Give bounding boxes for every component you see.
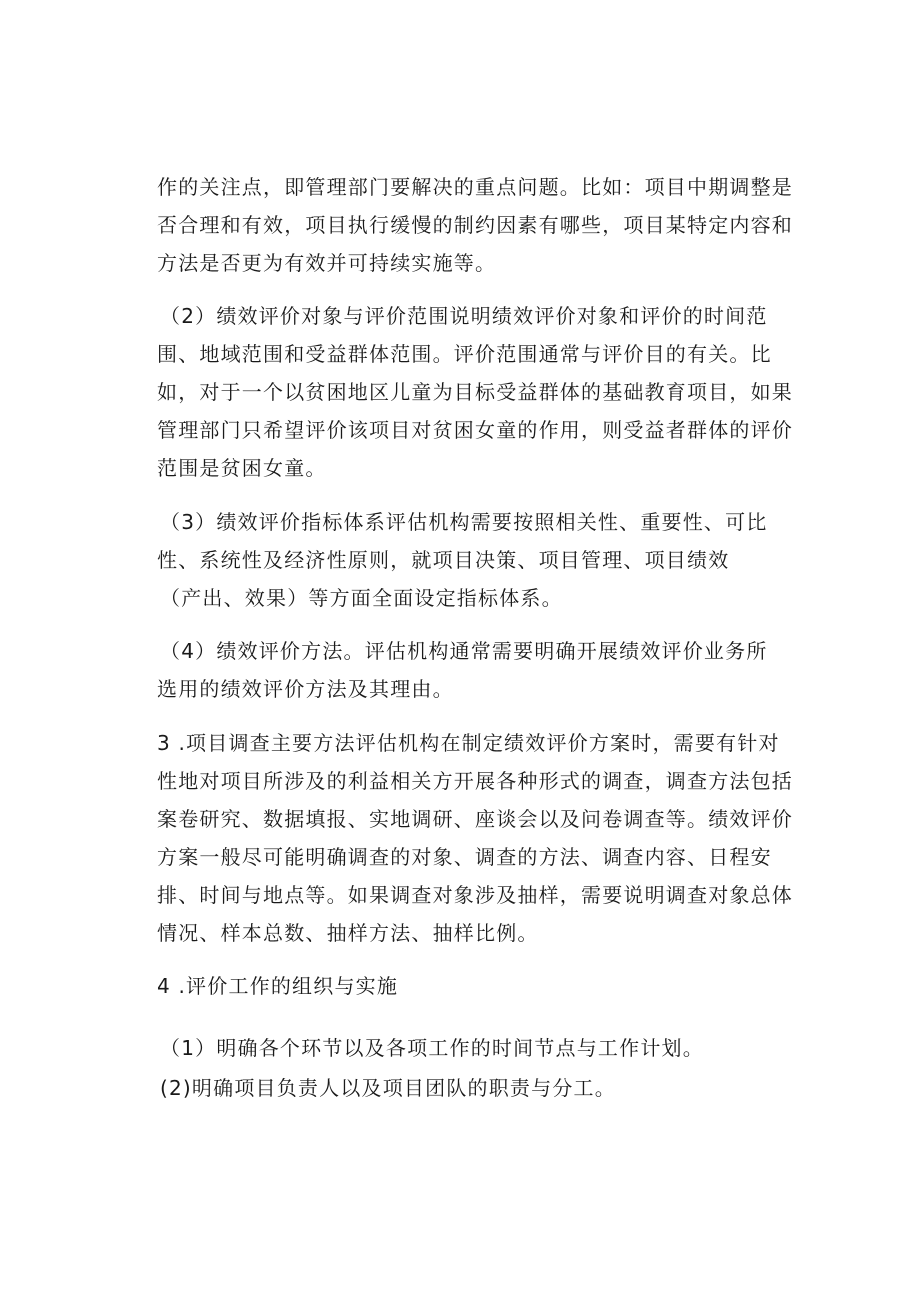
text-line: 方法是否更为有效并可持续实施等。 [157,251,497,275]
text-line: 排、时间与地点等。如果调查对象涉及抽样，需要说明调查对象总体 [157,883,793,907]
text-line: 性地对项目所涉及的利益相关方开展各种形式的调查，调查方法包括 [157,769,793,793]
text-line: 情况、样本总数、抽样方法、抽样比例。 [157,921,539,945]
text-line: (2)明确项目负责人以及项目团队的职责与分工。 [160,1076,616,1100]
text-line: 围、地域范围和受益群体范围。评价范围通常与评价目的有关。比 [157,342,772,366]
text-line: （1）明确各个环节以及各项工作的时间节点与工作计划。 [160,1036,704,1060]
text-line: 3 .项目调查主要方法评估机构在制定绩效评价方案时，需要有针对 [157,731,780,755]
text-line: 否合理和有效，项目执行缓慢的制约因素有哪些，项目某特定内容和 [157,213,793,237]
text-line: （产出、效果）等方面全面设定指标体系。 [160,586,563,610]
text-line: （4）绩效评价方法。评估机构通常需要明确开展绩效评价业务所 [160,639,768,663]
section-heading: 4 .评价工作的组织与实施 [157,974,399,998]
text-line: 范围是贫困女童。 [157,456,327,480]
text-line: 选用的绩效评价方法及其理由。 [157,677,454,701]
text-line: 案卷研究、数据填报、实地调研、座谈会以及问卷调查等。绩效评价 [157,807,793,831]
text-line: 性、系统性及经济性原则，就项目决策、项目管理、项目绩效 [157,548,730,572]
text-line: 管理部门只希望评价该项目对贫困女童的作用，则受益者群体的评价 [157,418,793,442]
text-line: （3）绩效评价指标体系评估机构需要按照相关性、重要性、可比 [160,510,768,534]
text-line: （2）绩效评价对象与评价范围说明绩效评价对象和评价的时间范 [160,304,768,328]
text-line: 如，对于一个以贫困地区儿童为目标受益群体的基础教育项目，如果 [157,380,793,404]
text-line: 方案一般尽可能明确调查的对象、调查的方法、调查内容、日程安 [157,845,772,869]
text-line: 作的关注点，即管理部门要解决的重点问题。比如：项目中期调整是 [157,175,793,199]
